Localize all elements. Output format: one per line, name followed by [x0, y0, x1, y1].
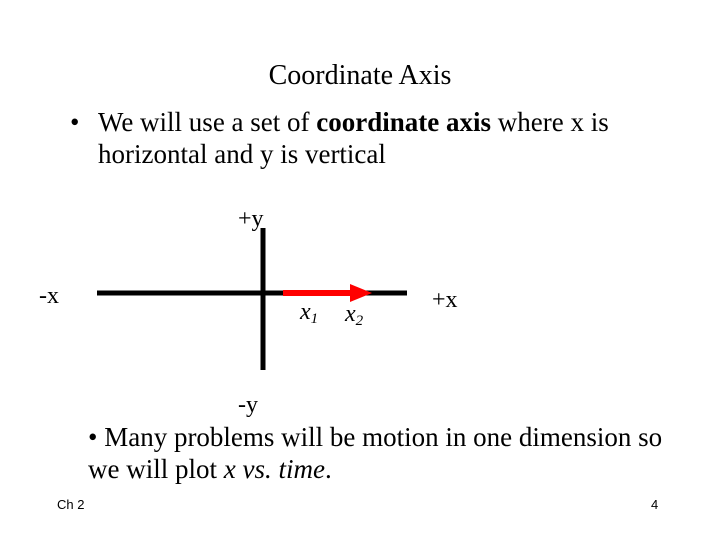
- bullet-text-end: where x is horizontal and y is vertical: [98, 107, 609, 169]
- negative-y-label: -y: [238, 392, 258, 418]
- positive-x-label: +x: [432, 287, 458, 313]
- x2-label: $x_2$: [345, 301, 364, 329]
- footer-chapter: Ch 2: [57, 497, 85, 512]
- bullet-marker: •: [70, 107, 80, 137]
- bullet-marker: •: [88, 422, 98, 452]
- page-number: 4: [651, 497, 659, 512]
- positive-y-label: +y: [238, 206, 264, 232]
- x1-label: $x_1$: [300, 299, 319, 327]
- bullet-text-end: .: [324, 454, 332, 484]
- displacement-arrow-head: [350, 284, 372, 302]
- bullet-italic-term: x vs. time: [223, 454, 325, 484]
- negative-x-label: -x: [39, 283, 59, 309]
- bullet-bold-term: coordinate axis: [316, 107, 492, 137]
- bullet-text-start: Many problems will be motion in one dimension so we will plot: [88, 422, 663, 484]
- bullet-motion-one-dimension: [88, 421, 688, 485]
- bullet-text-start: We will use a set of: [98, 107, 317, 137]
- slide-title: Coordinate Axis: [268, 60, 452, 91]
